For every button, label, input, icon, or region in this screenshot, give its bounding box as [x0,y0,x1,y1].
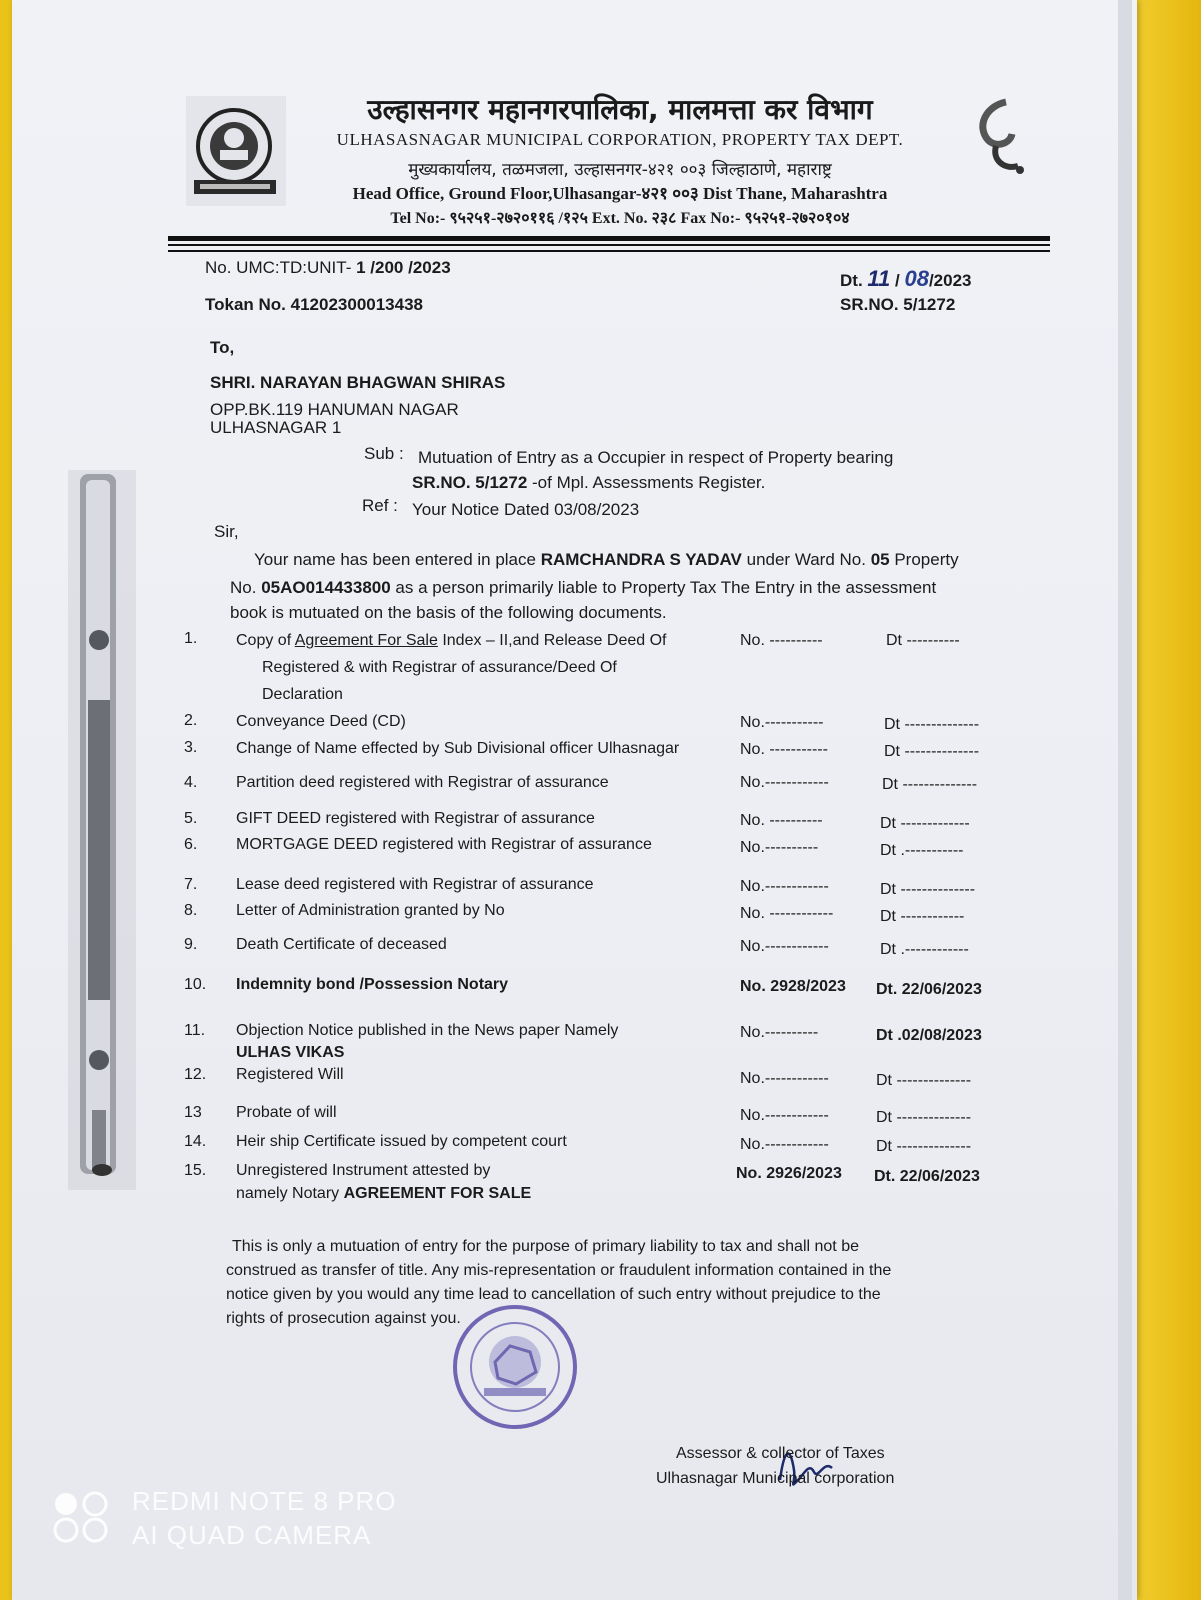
list-item-text: Change of Name effected by Sub Divisional officer Ulhasnagar [236,740,680,757]
list-item-number: 12. [184,1066,207,1083]
header-address-english: Head Office, Ground Floor,Ulhasangar-४२१ ००३ Dist Thane, Maharashtra [352,184,888,203]
list-item-no: No.----------- [740,714,824,731]
list-item-text: Lease deed registered with Registrar of assurance [236,876,594,893]
header-rule [168,250,1050,252]
list-item-number: 8. [184,902,198,919]
property-number: 05AO014433800 [261,578,391,597]
list-item-number: 9. [184,936,198,953]
list-item-number: 14. [184,1133,207,1150]
list-item-no: No.------------ [740,878,829,895]
list-item-text [236,632,666,650]
list-item-text: Heir ship Certificate issued by competent court [236,1133,567,1150]
list-item-dt: Dt ---------- [886,632,960,649]
header-telephone: Tel No:- ९५२५१-२७२०११६ /१२५ Ext. No. २३८ Fax No:- ९५२५१-२७२०१०४ [390,210,850,227]
corporation-logo [186,96,286,206]
ward-number: 05 [870,550,890,569]
header-rule [168,244,1050,246]
salutation: Sir, [214,522,239,541]
date-day-handwritten: 11 [867,266,891,291]
date-sep: / [894,271,900,290]
list-item-text: Objection Notice published in the News paper Namely [236,1022,619,1039]
list-item-text: Registered Will [236,1066,344,1083]
list-item-text: Declaration [262,686,343,703]
list-item-text: Letter of Administration granted by No [236,902,505,919]
list-item-dt: Dt -------------- [876,1072,972,1089]
subject-line2-rest: -of Mpl. Assessments Register. [527,473,766,492]
list-item-text: Unregistered Instrument attested by [236,1162,491,1179]
list-item-text: Registered & with Registrar of assurance/Deed Of [262,659,617,676]
list-item-text: Probate of will [236,1104,337,1121]
camera-dots-icon [52,1490,112,1544]
list-item-dt: Dt .----------- [880,842,964,859]
closing-line4: rights of prosecution against you. [226,1310,461,1327]
list-item-text: Partition deed registered with Registrar of assurance [236,774,609,791]
tokan-number: Tokan No. 41202300013438 [205,295,423,314]
list-item-number: 6. [184,836,198,853]
list-item-no: No.------------ [740,774,829,791]
item-no-value: No. 2928/2023 [740,978,846,995]
recipient-address-line2: ULHASNAGAR 1 [210,418,342,437]
ref-label: Ref : [362,496,398,515]
watermark-line1: REDMI NOTE 8 PRO [132,1486,397,1516]
list-item-number: 5. [184,810,198,827]
body-line3: book is mutuated on the basis of the following documents. [230,603,667,622]
list-item-no [740,978,846,996]
body-text: No. [230,578,262,597]
subject-line2 [412,473,765,493]
body-text: Property [889,550,959,569]
list-item-number: 13 [184,1104,202,1121]
list-item-no: No.---------- [740,839,819,856]
list-item-dt: Dt. 22/06/2023 [874,1168,980,1185]
date-label: Dt. [840,271,863,290]
body-text: Your name has been entered in place [254,550,541,569]
list-item-text: MORTGAGE DEED registered with Registrar of assurance [236,836,652,853]
reference-no-value: 1 /200 /2023 [356,258,451,277]
reference-no-label: No. UMC:TD:UNIT- [205,258,352,277]
list-item-number: 7. [184,876,198,893]
subject-srno: SR.NO. 5/1272 [412,473,528,492]
list-item-text [236,1185,531,1203]
list-item-text: ULHAS VIKAS [236,1044,345,1061]
list-item-number: 4. [184,774,198,791]
body-text: as a person primarily liable to Property Tax The Entry in the assessment [390,578,937,597]
list-item-no: No.------------ [740,1070,829,1087]
header-title-marathi: उल्हासनगर महानगरपालिका, मालमत्ता कर विभाग [367,93,873,126]
list-item-no: No.------------ [740,1136,829,1153]
closing-line3: notice given by you would any time lead to cancellation of such entry without prejudice to the [226,1286,881,1303]
recipient-address-line1: OPP.BK.119 HANUMAN NAGAR [210,400,459,419]
item-text: Copy of [236,632,295,649]
file-fastener-clip [62,470,142,1190]
sr-number: SR.NO. 5/1272 [840,295,956,314]
list-item-dt: Dt ------------- [880,815,970,832]
item-underlined-text: Agreement For Sale [294,632,438,649]
letter-date [840,266,971,292]
list-item-dt: Dt. 22/06/2023 [876,981,982,998]
list-item-dt: Dt ------------ [880,908,965,925]
subject-label: Sub : [364,444,404,463]
list-item-no: No. ---------- [740,632,823,649]
list-item-no: No.------------ [740,938,829,955]
body-text: under Ward No. [741,550,871,569]
list-item-dt: Dt -------------- [876,1109,972,1126]
watermark-line2: AI QUAD CAMERA [132,1520,372,1550]
to-label: To, [210,338,235,357]
list-item-dt: Dt -------------- [876,1138,972,1155]
list-item-number: 3. [184,739,198,756]
list-item-no: No. ---------- [740,812,823,829]
list-item-no: No. 2926/2023 [736,1165,842,1182]
list-item-dt: Dt -------------- [880,881,976,898]
list-item-no: No.---------- [740,1024,819,1041]
list-item-number: 1. [184,630,198,647]
list-item-text: Conveyance Deed (CD) [236,713,406,730]
list-item-dt: Dt -------------- [884,743,980,760]
subject-line1: Mutuation of Entry as a Occupier in respect of Property bearing [418,448,894,467]
sheet-edge [1118,0,1132,1600]
list-item-number: 2. [184,712,198,729]
list-item-no: No. ----------- [740,741,828,758]
item-text: Index – II,and Release Deed Of [437,632,667,649]
date-year: /2023 [928,271,972,290]
date-month-handwritten: 08 [904,266,929,291]
item-bold-text: AGREEMENT FOR SALE [343,1185,532,1202]
list-item-dt: Dt .------------ [880,941,969,958]
ref-text: Your Notice Dated 03/08/2023 [412,500,640,519]
list-item-dt: Dt -------------- [884,716,980,733]
header-rule [168,236,1050,241]
list-item-number: 15. [184,1162,207,1179]
list-item-text: Death Certificate of deceased [236,936,447,953]
list-item-text: GIFT DEED registered with Registrar of assurance [236,810,595,827]
previous-owner-name: RAMCHANDRA S YADAV [540,550,742,569]
signatory-organization: Ulhasnagar Municipal corporation [656,1470,895,1487]
list-item-dt: Dt -------------- [882,776,978,793]
recipient-name: SHRI. NARAYAN BHAGWAN SHIRAS [210,373,506,392]
signatory-title: Assessor & collector of Taxes [676,1445,885,1462]
closing-line2: construed as transfer of title. Any mis-representation or fraudulent information contained in the [226,1262,892,1279]
list-item-no: No. ------------ [740,905,834,922]
list-item-text: Indemnity bond /Possession Notary [236,976,509,993]
item-text: namely Notary [236,1185,344,1202]
official-seal-stamp [450,1302,580,1432]
list-item-dt: Dt .02/08/2023 [876,1027,982,1044]
list-item-number: 10. [184,976,207,993]
reference-number [205,258,451,278]
header-address-marathi: मुख्यकार्यालय, तळमजला, उल्हासनगर-४२१ ००३ जिल्हाठाणे, महाराष्ट्र [408,160,832,180]
body-line1 [254,550,959,570]
closing-line1: This is only a mutuation of entry for the purpose of primary liability to tax and shall not be [232,1238,859,1255]
emblem-logo [966,96,1036,186]
list-item-number: 11. [184,1022,206,1039]
header-title-english: ULHASASNAGAR MUNICIPAL CORPORATION, PROPERTY TAX DEPT. [336,130,904,149]
body-line2 [230,578,936,598]
list-item-no: No.------------ [740,1107,829,1124]
